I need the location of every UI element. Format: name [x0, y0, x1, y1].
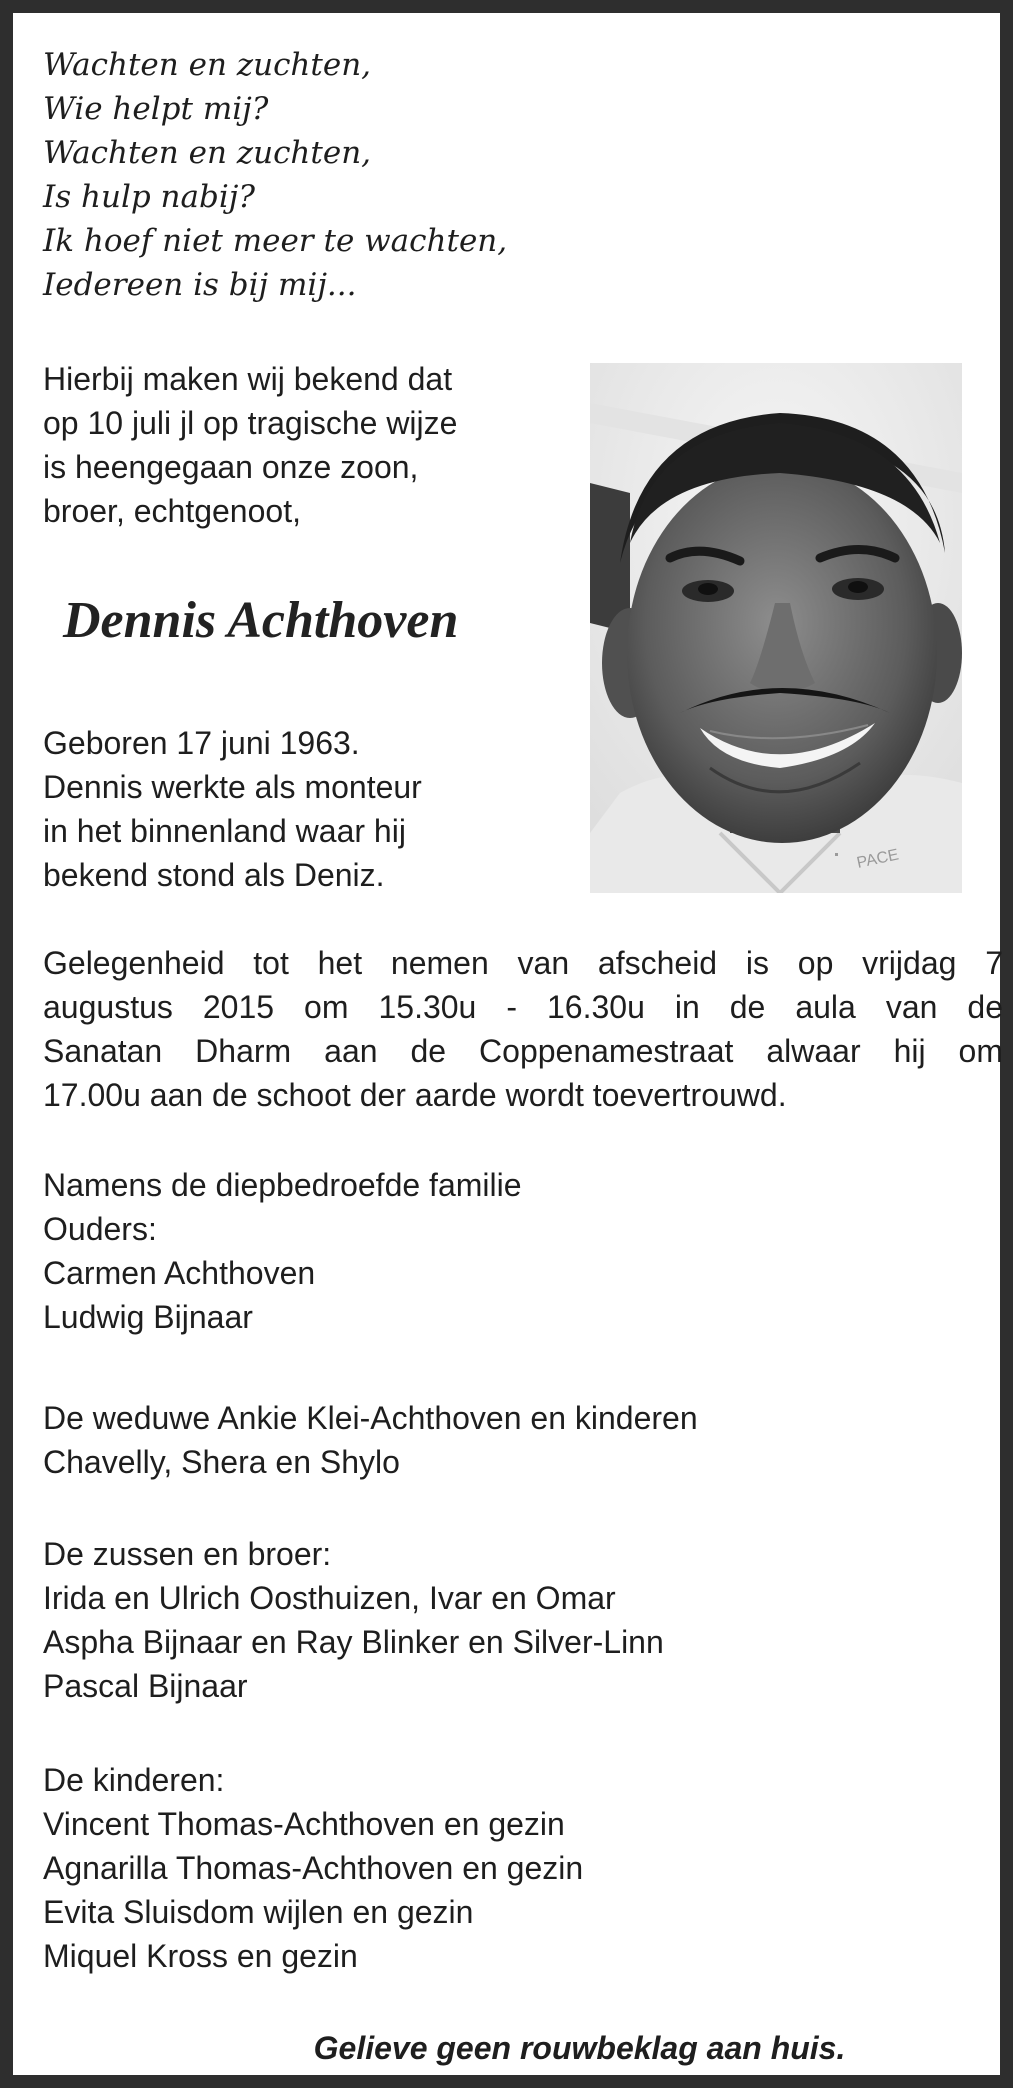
intro-line: broer, echtgenoot, [43, 493, 301, 529]
birth-line: in het binnenland waar hij [43, 813, 406, 849]
family-line: De weduwe Ankie Klei-Achthoven en kinderen [43, 1400, 698, 1436]
family-line: Evita Sluisdom wijlen en gezin [43, 1894, 474, 1930]
family-parents [43, 1163, 522, 1339]
family-line: Agnarilla Thomas-Achthoven en gezin [43, 1850, 584, 1886]
family-line: De zussen en broer: [43, 1536, 332, 1572]
family-line: Vincent Thomas-Achthoven en gezin [43, 1806, 565, 1842]
family-line: Ouders: [43, 1211, 157, 1247]
poem-line: Wie helpt mij? [43, 91, 269, 127]
family-line: Chavelly, Shera en Shylo [43, 1444, 400, 1480]
poem-line: Iedereen is bij mij... [43, 267, 357, 303]
family-line: De kinderen: [43, 1762, 225, 1798]
farewell-line: Sanatan Dharm aan de Coppenamestraat alwaar hij om [43, 1033, 1003, 1069]
announcement-intro [43, 357, 457, 533]
portrait-illustration [590, 363, 962, 893]
family-line: Namens de diepbedroefde familie [43, 1167, 522, 1203]
family-siblings [43, 1532, 664, 1708]
poem-line: Wachten en zuchten, [43, 135, 372, 171]
farewell-line: 17.00u aan de schoot der aarde wordt toevertrouwd. [43, 1077, 787, 1113]
family-line: Miquel Kross en gezin [43, 1938, 358, 1974]
intro-line: Hierbij maken wij bekend dat [43, 361, 453, 397]
family-line: Carmen Achthoven [43, 1255, 316, 1291]
shirt-print: PACE [855, 846, 901, 872]
poem-line: Ik hoef niet meer te wachten, [43, 223, 508, 259]
family-line: Ludwig Bijnaar [43, 1299, 253, 1335]
closing-note: Gelieve geen rouwbeklag aan huis. [313, 2030, 846, 2066]
birth-line: Dennis werkte als monteur [43, 769, 422, 805]
farewell-line: augustus 2015 om 15.30u - 16.30u in de aula van de [43, 989, 1003, 1025]
poem-line: Wachten en zuchten, [43, 47, 372, 83]
poem-line: Is hulp nabij? [43, 179, 255, 215]
family-line: Pascal Bijnaar [43, 1668, 248, 1704]
family-children [43, 1758, 583, 1978]
birth-info [43, 721, 422, 897]
farewell-line: Gelegenheid tot het nemen van afscheid is op vrijdag 7 [43, 945, 1003, 981]
intro-line: is heengegaan onze zoon, [43, 449, 419, 485]
intro-line: op 10 juli jl op tragische wijze [43, 405, 458, 441]
birth-line: Geboren 17 juni 1963. [43, 725, 360, 761]
family-widow [43, 1396, 698, 1484]
family-line: Irida en Ulrich Oosthuizen, Ivar en Omar [43, 1580, 616, 1616]
deceased-name: Dennis Achthoven [63, 592, 459, 649]
poem [43, 43, 507, 307]
farewell-details [43, 941, 1003, 1117]
family-line: Aspha Bijnaar en Ray Blinker en Silver-Linn [43, 1624, 664, 1660]
portrait-photo [590, 363, 962, 893]
birth-line: bekend stond als Deniz. [43, 857, 385, 893]
